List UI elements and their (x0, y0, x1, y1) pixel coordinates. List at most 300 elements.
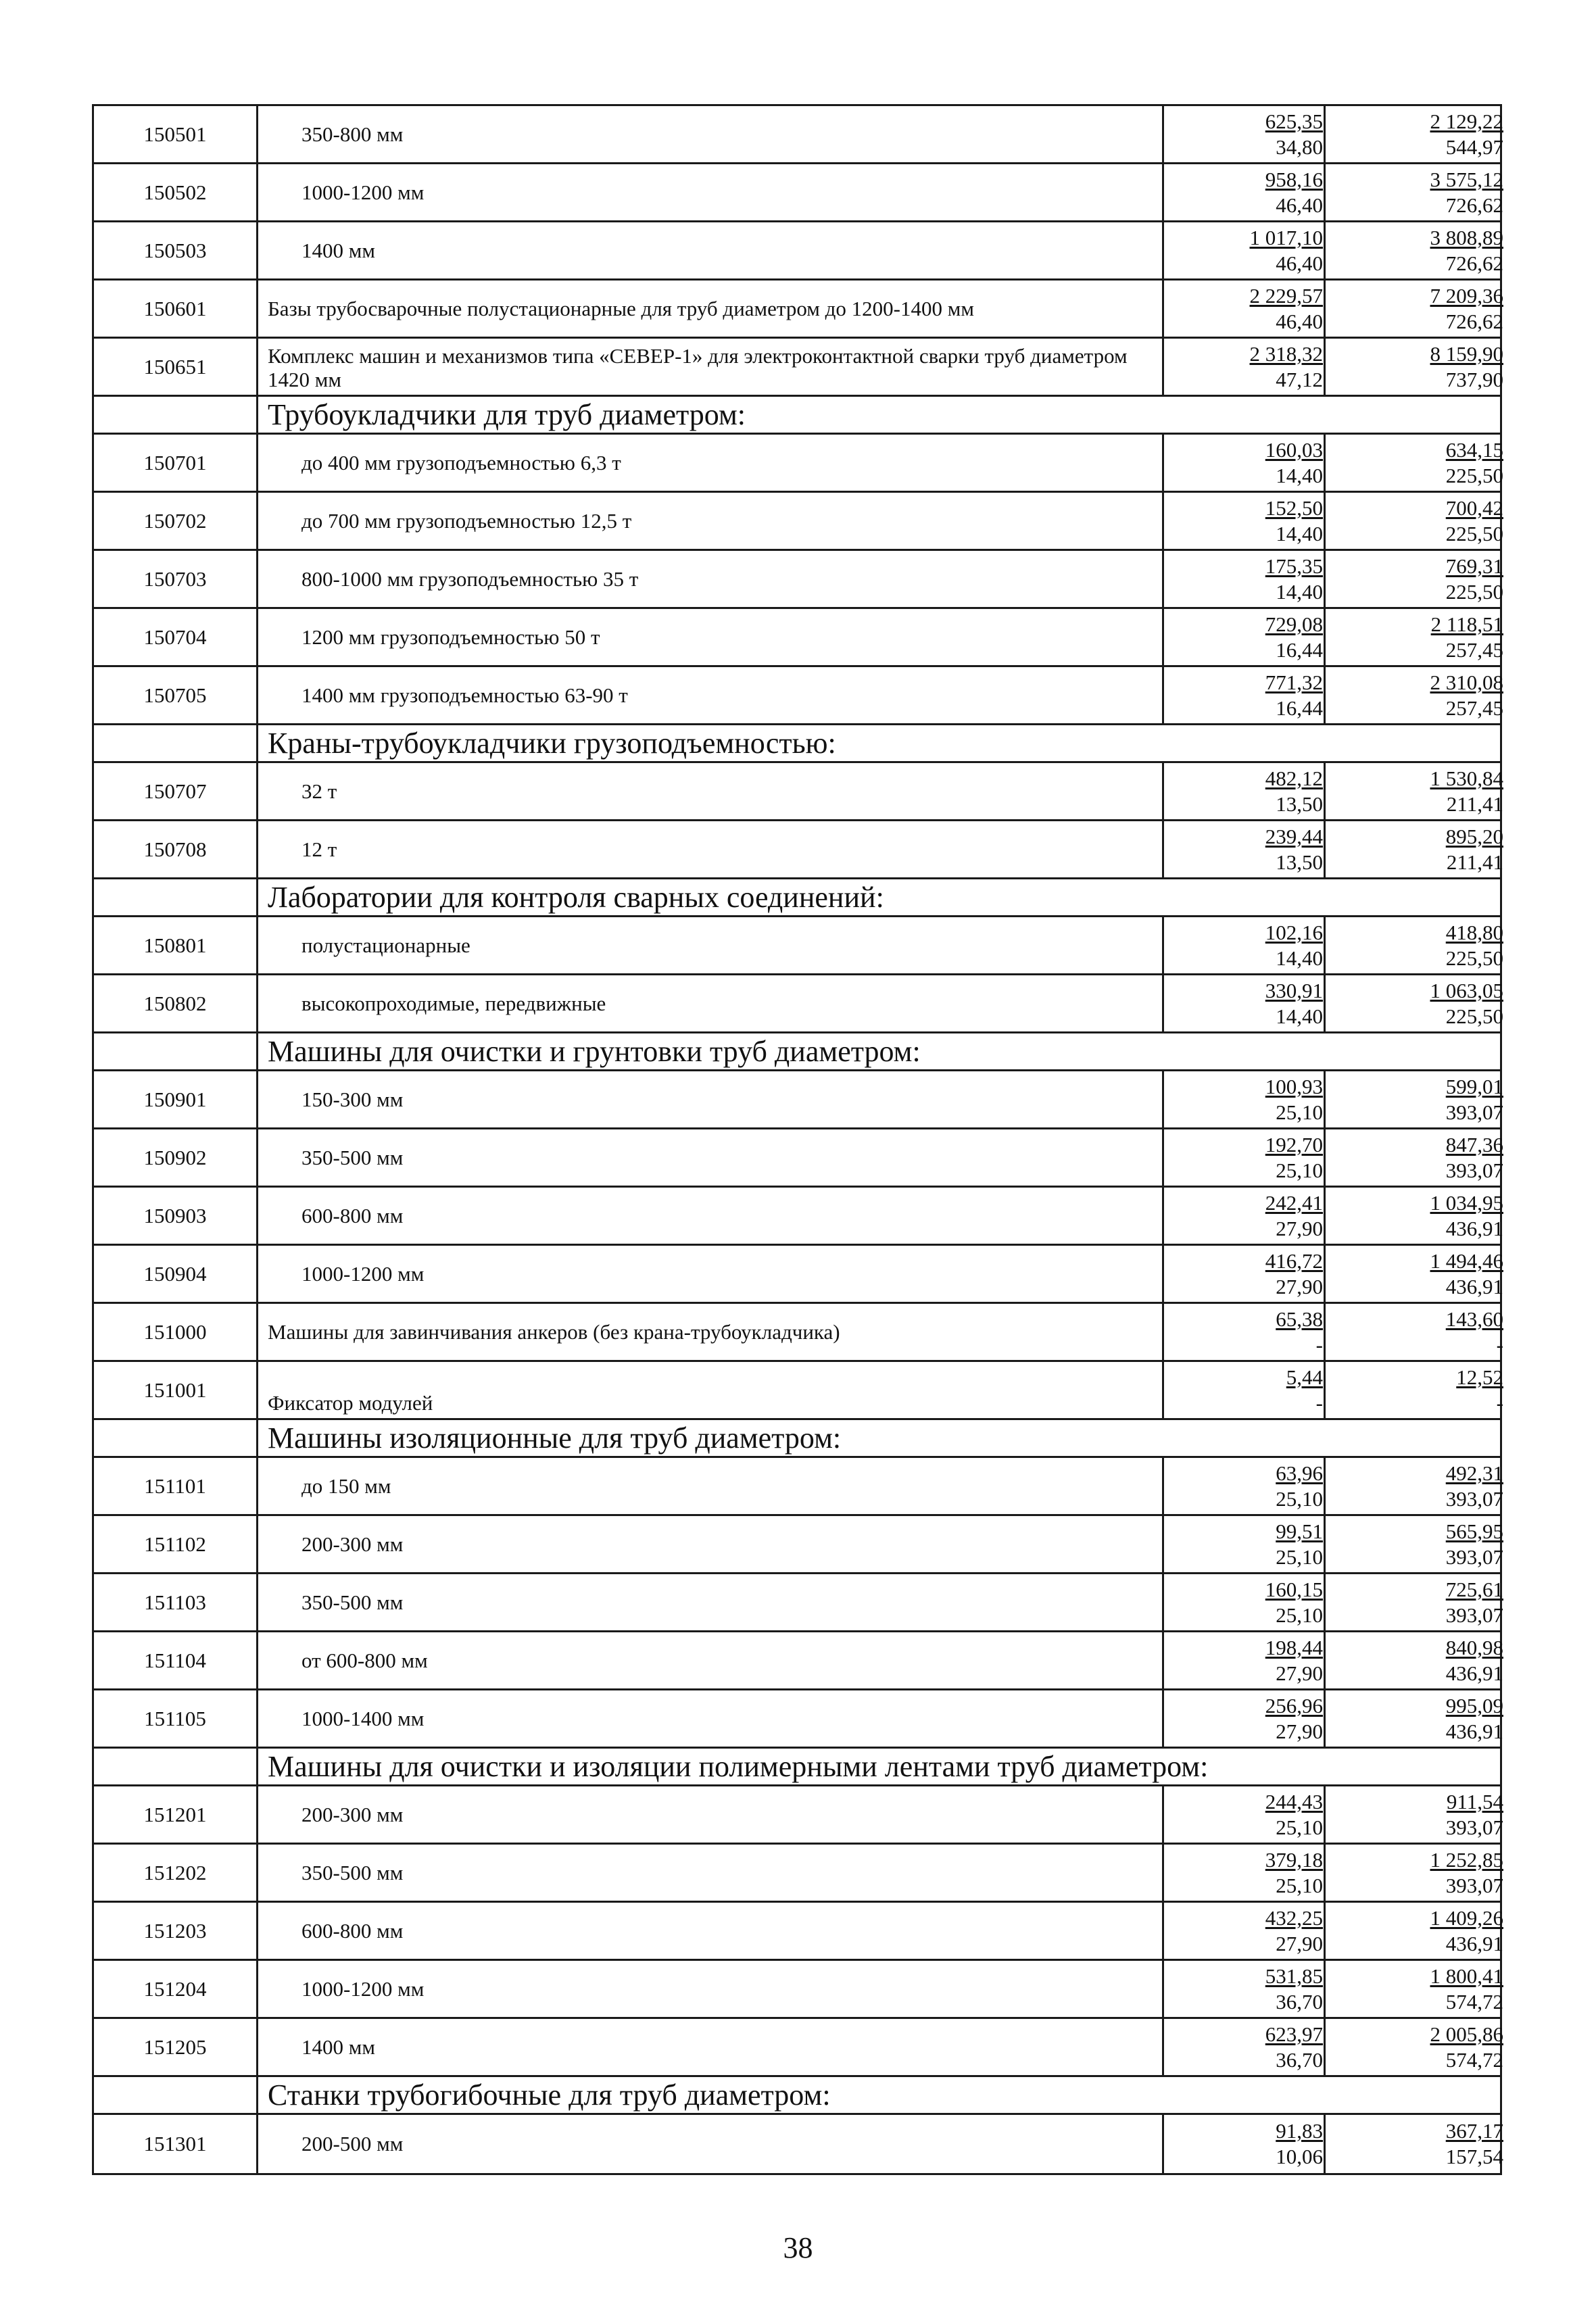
value-column-2 (1326, 917, 1504, 973)
value-1-top: 432,25 (1265, 1905, 1323, 1930)
value-column-1 (1164, 917, 1326, 973)
value-column-1 (1164, 821, 1326, 877)
row-code: 151103 (94, 1574, 258, 1630)
value-2-bottom: 436,91 (1445, 1661, 1503, 1685)
row-code: 151105 (94, 1690, 258, 1747)
value-2-top: 143,60 (1445, 1307, 1503, 1331)
value-1-bottom: 25,10 (1276, 1873, 1323, 1897)
value-1-top: 2 229,57 (1249, 283, 1323, 308)
value-column-2 (1326, 1845, 1504, 1901)
row-code: 151000 (94, 1304, 258, 1360)
value-2-top: 12,52 (1456, 1365, 1503, 1389)
value-column-1 (1164, 1690, 1326, 1747)
row-code: 150904 (94, 1246, 258, 1302)
row-name: 1000-1200 мм (258, 164, 1164, 220)
value-2-bottom: 211,41 (1446, 791, 1503, 816)
value-1-bottom: 25,10 (1276, 1815, 1323, 1839)
value-1-top: 531,85 (1265, 1964, 1323, 1988)
table-row (92, 1961, 1502, 2019)
value-1-top: 244,43 (1265, 1789, 1323, 1813)
value-column-2 (1326, 1516, 1504, 1572)
table-row (92, 763, 1502, 821)
value-2-top: 3 808,89 (1430, 225, 1503, 249)
row-code: 150701 (94, 435, 258, 491)
value-1-bottom: 27,90 (1276, 1931, 1323, 1955)
row-code: 151201 (94, 1786, 258, 1843)
value-1-bottom: 13,50 (1276, 850, 1323, 874)
value-1-bottom: 14,40 (1276, 1004, 1323, 1028)
value-2-top: 2 005,86 (1430, 2022, 1503, 2046)
value-column-1 (1164, 1574, 1326, 1630)
value-1-bottom: 27,90 (1276, 1661, 1323, 1685)
value-2-top: 3 575,12 (1430, 167, 1503, 191)
value-1-bottom: - (1315, 1332, 1323, 1357)
value-column-1 (1164, 339, 1326, 395)
value-2-bottom: - (1496, 1390, 1503, 1415)
value-column-2 (1326, 106, 1504, 162)
value-1-bottom: 46,40 (1276, 193, 1323, 217)
table-row (92, 1071, 1502, 1129)
value-1-top: 239,44 (1265, 824, 1323, 848)
value-2-top: 1 494,46 (1430, 1248, 1503, 1273)
value-2-bottom: - (1496, 1332, 1503, 1357)
value-1-top: 256,96 (1265, 1693, 1323, 1717)
section-header-row (92, 879, 1502, 917)
value-column-2 (1326, 281, 1504, 337)
value-2-bottom: 393,07 (1445, 1544, 1503, 1569)
value-column-1 (1164, 435, 1326, 491)
value-2-top: 725,61 (1445, 1577, 1503, 1601)
value-column-2 (1326, 1071, 1504, 1127)
row-name: 1400 мм (258, 2019, 1164, 2075)
row-code: 150705 (94, 667, 258, 723)
table-row (92, 493, 1502, 551)
value-2-bottom: 393,07 (1445, 1603, 1503, 1627)
value-1-top: 1 017,10 (1249, 225, 1323, 249)
value-1-bottom: 34,80 (1276, 135, 1323, 159)
section-header-blank-cell (94, 1420, 258, 1456)
value-2-top: 769,31 (1445, 554, 1503, 578)
value-column-2 (1326, 339, 1504, 395)
value-2-bottom: 393,07 (1445, 1486, 1503, 1511)
row-code: 150703 (94, 551, 258, 607)
value-column-2 (1326, 1304, 1504, 1360)
value-column-1 (1164, 2019, 1326, 2075)
table-row (92, 1246, 1502, 1304)
value-2-top: 1 252,85 (1430, 1847, 1503, 1872)
value-column-1 (1164, 1304, 1326, 1360)
value-1-top: 91,83 (1276, 2119, 1323, 2143)
row-code: 150802 (94, 975, 258, 1031)
value-2-bottom: 436,91 (1445, 1274, 1503, 1298)
value-column-2 (1326, 763, 1504, 819)
value-column-2 (1326, 222, 1504, 278)
row-name: 200-300 мм (258, 1516, 1164, 1572)
value-column-1 (1164, 1362, 1326, 1418)
section-header-row (92, 1420, 1502, 1458)
value-column-1 (1164, 1961, 1326, 2017)
row-name: 32 т (258, 763, 1164, 819)
row-name: Машины для завинчивания анкеров (без крана-трубоукладчика) (258, 1304, 1164, 1360)
row-name: полустационарные (258, 917, 1164, 973)
row-code: 151104 (94, 1632, 258, 1688)
row-code: 150801 (94, 917, 258, 973)
value-column-2 (1326, 435, 1504, 491)
value-1-top: 100,93 (1265, 1074, 1323, 1098)
value-2-bottom: 393,07 (1445, 1100, 1503, 1124)
table-row (92, 2115, 1502, 2173)
value-column-2 (1326, 821, 1504, 877)
section-header-title: Краны-трубоукладчики грузоподъемностью: (268, 727, 836, 760)
row-name: 350-500 мм (258, 1129, 1164, 1186)
value-1-bottom: 36,70 (1276, 1989, 1323, 2014)
row-name: 350-500 мм (258, 1845, 1164, 1901)
value-2-bottom: 436,91 (1445, 1719, 1503, 1743)
row-name: 1400 мм (258, 222, 1164, 278)
value-2-bottom: 737,90 (1445, 367, 1503, 391)
table-row (92, 1845, 1502, 1903)
section-header-row (92, 725, 1502, 763)
row-code: 150708 (94, 821, 258, 877)
row-code: 150704 (94, 609, 258, 665)
value-column-1 (1164, 1129, 1326, 1186)
table-row (92, 1458, 1502, 1516)
row-name: 1000-1200 мм (258, 1246, 1164, 1302)
value-column-1 (1164, 667, 1326, 723)
value-1-top: 330,91 (1265, 978, 1323, 1002)
section-header-title: Станки трубогибочные для труб диаметром: (268, 2078, 831, 2112)
value-2-bottom: 211,41 (1446, 850, 1503, 874)
value-column-1 (1164, 1903, 1326, 1959)
table-row (92, 1903, 1502, 1961)
value-1-bottom: 16,44 (1276, 696, 1323, 720)
row-code: 151202 (94, 1845, 258, 1901)
value-1-bottom: - (1315, 1390, 1323, 1415)
row-code: 151204 (94, 1961, 258, 2017)
table-row (92, 164, 1502, 222)
row-code: 151205 (94, 2019, 258, 2075)
value-2-bottom: 574,72 (1445, 1989, 1503, 2014)
value-2-bottom: 544,97 (1445, 135, 1503, 159)
value-2-bottom: 393,07 (1445, 1873, 1503, 1897)
table-row (92, 281, 1502, 339)
value-2-bottom: 225,50 (1445, 1004, 1503, 1028)
row-code: 150503 (94, 222, 258, 278)
value-1-top: 102,16 (1265, 920, 1323, 944)
table-row (92, 1304, 1502, 1362)
value-2-top: 1 800,41 (1430, 1964, 1503, 1988)
value-1-bottom: 14,40 (1276, 463, 1323, 487)
row-name: Базы трубосварочные полустационарные для труб диаметром до 1200-1400 мм (258, 281, 1164, 337)
value-column-1 (1164, 1188, 1326, 1244)
row-name: 1400 мм грузоподъемностью 63-90 т (258, 667, 1164, 723)
page-number: 38 (783, 2231, 813, 2264)
value-column-2 (1326, 975, 1504, 1031)
row-name: до 400 мм грузоподъемностью 6,3 т (258, 435, 1164, 491)
value-2-top: 492,31 (1445, 1461, 1503, 1485)
value-1-bottom: 14,40 (1276, 521, 1323, 545)
row-code: 150702 (94, 493, 258, 549)
value-column-2 (1326, 1362, 1504, 1418)
value-2-top: 911,54 (1446, 1789, 1503, 1813)
value-1-top: 625,35 (1265, 109, 1323, 133)
value-column-1 (1164, 609, 1326, 665)
row-code: 150903 (94, 1188, 258, 1244)
value-column-2 (1326, 1632, 1504, 1688)
value-column-2 (1326, 2019, 1504, 2075)
value-1-top: 482,12 (1265, 766, 1323, 790)
row-code: 151101 (94, 1458, 258, 1514)
section-header-blank-cell (94, 1749, 258, 1784)
value-2-top: 7 209,36 (1430, 283, 1503, 308)
row-name: 800-1000 мм грузоподъемностью 35 т (258, 551, 1164, 607)
value-1-top: 198,44 (1265, 1635, 1323, 1659)
table-row (92, 1632, 1502, 1690)
row-name: 150-300 мм (258, 1071, 1164, 1127)
value-1-top: 729,08 (1265, 612, 1323, 636)
value-column-2 (1326, 1690, 1504, 1747)
value-column-1 (1164, 2115, 1326, 2173)
table-row (92, 917, 1502, 975)
value-2-bottom: 393,07 (1445, 1815, 1503, 1839)
table-row (92, 1362, 1502, 1420)
value-1-bottom: 25,10 (1276, 1544, 1323, 1569)
row-name: Комплекс машин и механизмов типа «СЕВЕР-1» для электроконтактной сварки труб диаметром 1420 мм (258, 339, 1164, 395)
section-header-title: Трубоукладчики для труб диаметром: (268, 398, 746, 431)
row-name: 600-800 мм (258, 1188, 1164, 1244)
table-row (92, 1786, 1502, 1845)
value-column-2 (1326, 609, 1504, 665)
row-code: 151301 (94, 2115, 258, 2173)
value-column-1 (1164, 164, 1326, 220)
value-2-bottom: 436,91 (1445, 1931, 1503, 1955)
value-column-2 (1326, 551, 1504, 607)
table-row (92, 609, 1502, 667)
value-2-top: 895,20 (1445, 824, 1503, 848)
value-2-bottom: 574,72 (1445, 2047, 1503, 2072)
section-header-blank-cell (94, 2077, 258, 2113)
row-name: 350-800 мм (258, 106, 1164, 162)
row-code: 151203 (94, 1903, 258, 1959)
value-1-top: 623,97 (1265, 2022, 1323, 2046)
value-2-bottom: 257,45 (1445, 696, 1503, 720)
value-column-1 (1164, 281, 1326, 337)
value-column-2 (1326, 1786, 1504, 1843)
value-column-2 (1326, 493, 1504, 549)
value-2-bottom: 157,54 (1445, 2145, 1503, 2168)
row-name: 1000-1400 мм (258, 1690, 1164, 1747)
section-header-title: Лаборатории для контроля сварных соединений: (268, 881, 884, 914)
table-row (92, 435, 1502, 493)
value-1-top: 379,18 (1265, 1847, 1323, 1872)
value-column-2 (1326, 1129, 1504, 1186)
value-2-top: 2 129,22 (1430, 109, 1503, 133)
value-1-top: 160,15 (1265, 1577, 1323, 1601)
value-2-top: 367,17 (1445, 2119, 1503, 2143)
row-name: 200-300 мм (258, 1786, 1164, 1843)
row-name: до 700 мм грузоподъемностью 12,5 т (258, 493, 1164, 549)
value-1-top: 65,38 (1276, 1307, 1323, 1331)
value-2-top: 1 530,84 (1430, 766, 1503, 790)
row-name: 1200 мм грузоподъемностью 50 т (258, 609, 1164, 665)
row-code: 150501 (94, 106, 258, 162)
value-1-top: 958,16 (1265, 167, 1323, 191)
section-header-blank-cell (94, 725, 258, 761)
value-2-bottom: 225,50 (1445, 579, 1503, 604)
table-row (92, 667, 1502, 725)
value-2-bottom: 225,50 (1445, 946, 1503, 970)
value-column-2 (1326, 164, 1504, 220)
row-name: Фиксатор модулей (258, 1362, 1164, 1418)
table-row (92, 551, 1502, 609)
table-row (92, 222, 1502, 281)
section-header-row (92, 397, 1502, 435)
value-2-top: 2 310,08 (1430, 670, 1503, 694)
section-header-row (92, 1749, 1502, 1786)
value-column-2 (1326, 667, 1504, 723)
value-column-1 (1164, 1845, 1326, 1901)
row-name: 350-500 мм (258, 1574, 1164, 1630)
value-column-1 (1164, 1071, 1326, 1127)
value-1-bottom: 25,10 (1276, 1100, 1323, 1124)
value-1-top: 152,50 (1265, 495, 1323, 520)
value-2-top: 1 034,95 (1430, 1190, 1503, 1215)
value-column-1 (1164, 1786, 1326, 1843)
table-row (92, 339, 1502, 397)
value-2-bottom: 726,62 (1445, 309, 1503, 333)
table-row (92, 1516, 1502, 1574)
value-column-1 (1164, 551, 1326, 607)
value-column-2 (1326, 1961, 1504, 2017)
value-2-bottom: 225,50 (1445, 521, 1503, 545)
value-1-top: 160,03 (1265, 437, 1323, 462)
value-1-bottom: 47,12 (1276, 367, 1323, 391)
value-column-2 (1326, 1246, 1504, 1302)
value-1-top: 242,41 (1265, 1190, 1323, 1215)
value-2-top: 847,36 (1445, 1132, 1503, 1156)
value-column-1 (1164, 1632, 1326, 1688)
row-name: 600-800 мм (258, 1903, 1164, 1959)
value-1-top: 5,44 (1286, 1365, 1323, 1389)
value-column-2 (1326, 1574, 1504, 1630)
row-name: высокопроходимые, передвижные (258, 975, 1164, 1031)
value-1-top: 771,32 (1265, 670, 1323, 694)
row-code: 150601 (94, 281, 258, 337)
row-code: 150502 (94, 164, 258, 220)
section-header-title: Машины изоляционные для труб диаметром: (268, 1421, 842, 1455)
value-2-top: 1 409,26 (1430, 1905, 1503, 1930)
value-2-top: 1 063,05 (1430, 978, 1503, 1002)
value-2-bottom: 393,07 (1445, 1158, 1503, 1182)
value-1-top: 175,35 (1265, 554, 1323, 578)
row-name: 1000-1200 мм (258, 1961, 1164, 2017)
row-code: 151001 (94, 1362, 258, 1418)
value-2-bottom: 726,62 (1445, 251, 1503, 275)
value-1-bottom: 14,40 (1276, 579, 1323, 604)
table-row (92, 2019, 1502, 2077)
value-1-bottom: 25,10 (1276, 1486, 1323, 1511)
value-column-2 (1326, 1188, 1504, 1244)
table-row (92, 1574, 1502, 1632)
value-1-bottom: 13,50 (1276, 791, 1323, 816)
value-1-bottom: 14,40 (1276, 946, 1323, 970)
section-header-row (92, 1033, 1502, 1071)
value-2-top: 2 118,51 (1430, 612, 1503, 636)
value-column-2 (1326, 1903, 1504, 1959)
value-1-top: 63,96 (1276, 1461, 1323, 1485)
section-header-blank-cell (94, 1033, 258, 1069)
row-code: 150707 (94, 763, 258, 819)
value-2-top: 840,98 (1445, 1635, 1503, 1659)
value-1-bottom: 46,40 (1276, 251, 1323, 275)
table-row (92, 106, 1502, 164)
value-column-1 (1164, 222, 1326, 278)
value-1-bottom: 16,44 (1276, 637, 1323, 662)
row-name: от 600-800 мм (258, 1632, 1164, 1688)
value-1-bottom: 10,06 (1276, 2145, 1323, 2168)
value-1-bottom: 25,10 (1276, 1603, 1323, 1627)
table-row (92, 821, 1502, 879)
section-header-title: Машины для очистки и грунтовки труб диаметром: (268, 1035, 921, 1068)
value-column-1 (1164, 106, 1326, 162)
value-column-2 (1326, 2115, 1504, 2173)
value-1-bottom: 36,70 (1276, 2047, 1323, 2072)
value-2-top: 8 159,90 (1430, 341, 1503, 366)
value-2-top: 995,09 (1445, 1693, 1503, 1717)
value-2-top: 700,42 (1445, 495, 1503, 520)
value-1-bottom: 27,90 (1276, 1719, 1323, 1743)
row-name: до 150 мм (258, 1458, 1164, 1514)
table-row (92, 1129, 1502, 1188)
value-1-top: 416,72 (1265, 1248, 1323, 1273)
row-name: 12 т (258, 821, 1164, 877)
value-column-1 (1164, 1516, 1326, 1572)
value-2-bottom: 257,45 (1445, 637, 1503, 662)
value-2-top: 565,95 (1445, 1519, 1503, 1543)
value-column-1 (1164, 1246, 1326, 1302)
row-code: 151102 (94, 1516, 258, 1572)
value-2-top: 599,01 (1445, 1074, 1503, 1098)
section-header-row (92, 2077, 1502, 2115)
section-header-blank-cell (94, 397, 258, 433)
value-2-bottom: 225,50 (1445, 463, 1503, 487)
section-header-blank-cell (94, 879, 258, 915)
value-column-1 (1164, 493, 1326, 549)
table-row (92, 1690, 1502, 1749)
value-1-top: 192,70 (1265, 1132, 1323, 1156)
table-row (92, 975, 1502, 1033)
value-1-bottom: 25,10 (1276, 1158, 1323, 1182)
value-1-bottom: 27,90 (1276, 1274, 1323, 1298)
row-name: 200-500 мм (258, 2115, 1164, 2173)
value-2-bottom: 436,91 (1445, 1216, 1503, 1240)
value-2-top: 418,80 (1445, 920, 1503, 944)
section-header-title: Машины для очистки и изоляции полимерными лентами труб диаметром: (268, 1750, 1209, 1783)
row-code: 150651 (94, 339, 258, 395)
value-column-1 (1164, 763, 1326, 819)
value-column-1 (1164, 1458, 1326, 1514)
table-row (92, 1188, 1502, 1246)
value-2-bottom: 726,62 (1445, 193, 1503, 217)
value-column-2 (1326, 1458, 1504, 1514)
row-code: 150901 (94, 1071, 258, 1127)
value-column-1 (1164, 975, 1326, 1031)
value-1-top: 2 318,32 (1249, 341, 1323, 366)
price-table (92, 104, 1502, 2175)
row-code: 150902 (94, 1129, 258, 1186)
value-2-top: 634,15 (1445, 437, 1503, 462)
value-1-top: 99,51 (1276, 1519, 1323, 1543)
